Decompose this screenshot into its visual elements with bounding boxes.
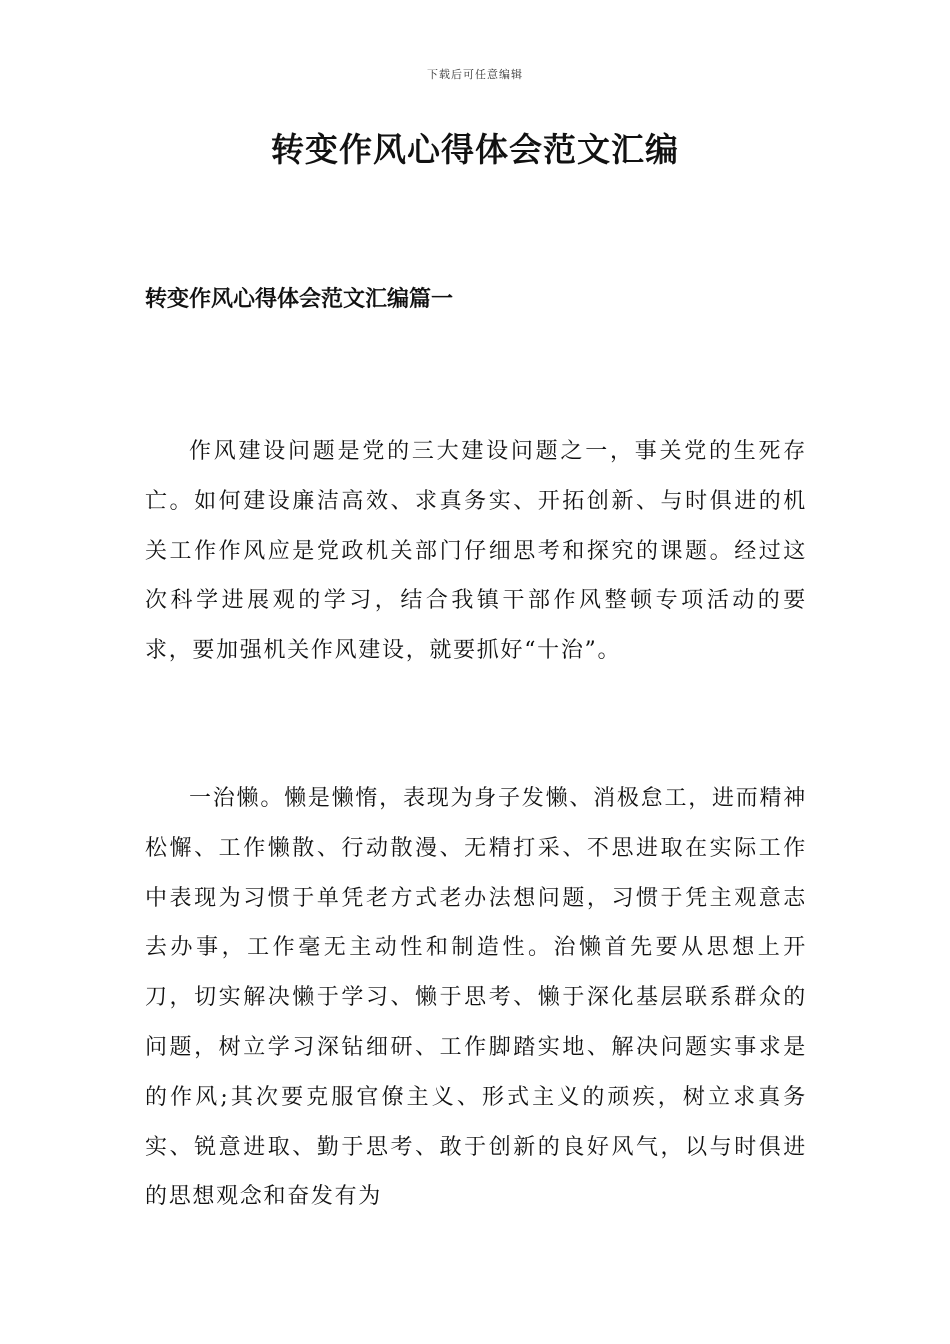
section-heading: 转变作风心得体会范文汇编篇一 <box>145 286 454 312</box>
document-title: 转变作风心得体会范文汇编 <box>271 130 679 169</box>
body-paragraph: 一治懒。懒是懒惰，表现为身子发懒、消极怠工，进而精神松懈、工作懒散、行动散漫、无精打采、不思进取在实际工作中表现为习惯于单凭老方式老办法想问题，习惯于凭主观意志去办事，工作毫无主动性和制造性。治懒首先要从思想上开刀，切实解决懒于学习、懒于思考、懒于深化基层联系群众的问题，树立学习深钻细研、工作脚踏实地、解决问题实事求是的作风;其次要克服官僚主义、形式主义的顽疾，树立求真务实、锐意进取、勤于思考、敢于创新的良好风气，以与时俱进的思想观念和奋发有为 <box>145 786 807 1210</box>
body-paragraph: 作风建设问题是党的三大建设问题之一，事关党的生死存亡。如何建设廉洁高效、求真务实、开拓创新、与时俱进的机关工作作风应是党政机关部门仔细思考和探究的课题。经过这次科学进展观的学习，结合我镇干部作风整顿专项活动的要求，要加强机关作风建设，就要抓好“十治”。 <box>145 439 807 664</box>
header-note: 下载后可任意编辑 <box>427 68 523 81</box>
